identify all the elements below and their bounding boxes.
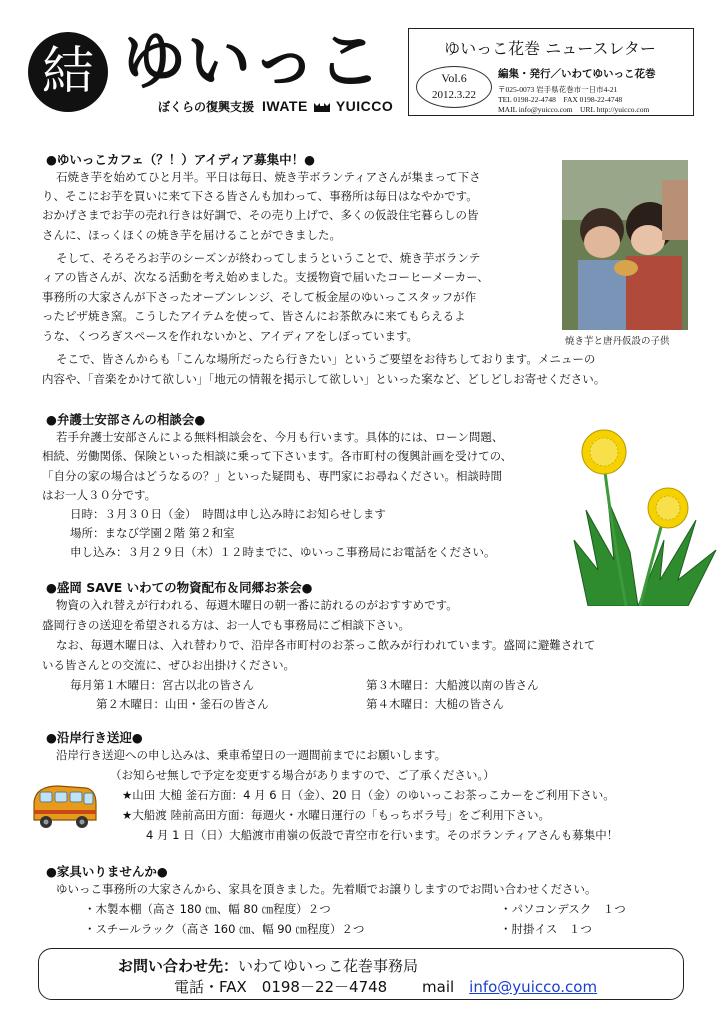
cafe-line: ィアの皆さんが、次なる活動を考え始めました。支援物資で届いたコーヒーメーカー、	[42, 270, 489, 284]
coast-line: 沿岸行き送迎への申し込みは、乗車希望日の一週間前までにお願いします。	[56, 748, 447, 762]
cafe-line: 内容や、「音楽をかけて欲しい」「地元の情報を掲示して欲しい」といった案など、どしどしお寄せください。	[42, 372, 606, 386]
cafe-line: そこで、皆さんからも「こんな場所だったら行きたい」というご要望をお待ちしております。メニューの	[56, 352, 596, 366]
cafe-line: そして、そろそろお芋のシーズンが終わってしまうということで、焼き芋ボランテ	[56, 251, 481, 265]
contact-line-1	[118, 955, 418, 976]
cafe-line: ったピザ焼き窯。こうしたアイテムを使って、皆さんにお茶飲みに来てもらえるよ	[42, 309, 466, 323]
cafe-line: り、そこにお芋を買いに来て下さる皆さんも加わって、事務所は毎日はなやかです。	[42, 189, 478, 203]
lawyer-apply: 申し込み：３月２９日（木）１２時までに、ゆいっこ事務局にお電話をください。	[70, 545, 496, 559]
coast-line: ★山田 大槌 釜石方面：4 月 6 日（金）、20 日（金）のゆいっこお茶っこカーをご利用下さい。	[122, 788, 615, 802]
tagline-text: ぼくらの復興支援	[158, 100, 255, 114]
newsletter-title: ゆいっこ花巻 ニュースレター	[444, 39, 656, 58]
cafe-line: おかげさまでお芋の売れ行きは好調で、その売り上げで、多くの仮設住宅暮らしの皆	[42, 208, 479, 222]
bus-illustration	[28, 778, 100, 834]
lawyer-place: 場所：まなび学園２階 第２和室	[70, 526, 235, 540]
publisher: 編集・発行／いわてゆいっこ花巻	[498, 68, 656, 80]
cafe-line: 石焼き芋を始めてひと月半。平日は毎日、焼き芋ボランティアさんが集まって下さ	[56, 170, 481, 184]
logo-title: ゆいっこ	[122, 25, 382, 99]
morioka-line: 物資の入れ替えが行われる、毎週木曜日の朝一番に訪れるのがおすすめです。	[56, 598, 458, 612]
schedule-item: 第３木曜日：大船渡以南の皆さん	[366, 678, 539, 692]
cat-icon	[312, 100, 332, 112]
furniture-item: ・パソコンデスク １つ	[500, 902, 626, 916]
morioka-line: 盛岡行きの送迎を希望される方は、お一人でも事務局にご相談下さい。	[42, 618, 410, 632]
furniture-item: ・スチールラック（高さ 160 ㎝、幅 90 ㎝程度）２つ	[84, 922, 365, 936]
contact-org: いわてゆいっこ花巻事務局	[238, 957, 419, 975]
morioka-line: なお、毎週木曜日は、入れ替わりで、沿岸各市町村のお茶っこ飲みが行われています。盛岡に避難されて	[56, 638, 596, 652]
schedule-item: 第４木曜日：大槌の皆さん	[366, 697, 504, 711]
furniture-heading: ●家具いりませんか●	[46, 864, 168, 879]
tagline-yuicco: YUICCO	[335, 98, 394, 114]
contact-line-2	[174, 976, 597, 997]
morioka-line: いる皆さんとの交流に、ぜひお出掛けください。	[42, 658, 295, 672]
contact-phone: 電話・FAX 0198－22－4748	[174, 978, 388, 996]
dandelion-illustration	[568, 420, 718, 606]
contact-mail-label: mail	[422, 978, 455, 996]
furniture-item: ・肘掛イス １つ	[500, 922, 592, 936]
volume-number: Vol.6	[441, 71, 467, 85]
cafe-heading: ●ゆいっこカフェ（？！）アイディア募集中！●	[46, 152, 316, 167]
coast-line: 4 月 1 日（日）大船渡市甫嶺の仮設で青空市を行います。そのボランティアさんも募集中！	[146, 828, 619, 842]
cafe-line: 事務所の大家さんが下さったオーブンレンジ、そして板金屋のゆいっこスタッフが作	[42, 290, 477, 304]
issue-date: 2012.3.22	[432, 89, 476, 101]
lawyer-date: 日時：３月３０日（金） 時間は申し込み時にお知らせします	[70, 507, 386, 521]
mail-url: MAIL info@yuicco.com URL http://yuicco.com	[498, 105, 650, 114]
lawyer-line: はお一人３０分です。	[42, 488, 157, 502]
furniture-intro: ゆいっこ事務所の大家さんから、家具を頂きました。先着順でお譲りしますのでお問い合わせください。	[56, 882, 597, 896]
lawyer-line: 若手弁護士安部さんによる無料相談会を、今月も行います。具体的には、ローン問題、	[56, 430, 504, 444]
coast-heading: ●沿岸行き送迎●	[46, 730, 143, 745]
lawyer-line: 相続、労働関係、保険といった相談に乗って下さいます。各市町村の復興計画を受けての、	[42, 449, 513, 463]
coast-line: （お知らせ無しで予定を変更する場合がありますので、ご了承ください。）	[110, 768, 495, 782]
logo-kanji-badge: 結	[28, 32, 108, 112]
cafe-line: うな、くつろぎスペースを作れないかと、アイディアをしぼっています。	[42, 329, 419, 343]
morioka-heading: ●盛岡 SAVE いわての物資配布＆同郷お茶会●	[46, 580, 313, 595]
lawyer-line: 「自分の家の場合はどうなるの？」といった疑問も、専門家にお尋ねください。相談時間	[42, 469, 502, 483]
furniture-item: ・木製本棚（高さ 180 ㎝、幅 80 ㎝程度）２つ	[84, 902, 331, 916]
schedule-item: 第２木曜日：山田・釜石の皆さん	[96, 697, 269, 711]
tel-fax: TEL 0198-22-4748 FAX 0198-22-4748	[498, 95, 623, 104]
photo-caption: 焼き芋と唐丹仮設の子供	[565, 336, 670, 347]
address: 〒025-0073 岩手県花巻市一日市4-21	[498, 85, 618, 94]
children-photo	[562, 160, 688, 330]
lawyer-heading: ●弁護士安部さんの相談会●	[46, 412, 206, 427]
coast-line: ★大船渡 陸前高田方面：毎週火・水曜日運行の「もっちボラ号」をご利用下さい。	[122, 808, 550, 822]
cafe-line: さんに、ほっくほくの焼き芋を届けることができました。	[42, 228, 341, 242]
contact-label: お問い合わせ先：	[118, 957, 239, 975]
schedule-item: 毎月第１木曜日：宮古以北の皆さん	[70, 678, 254, 692]
tagline-iwate: IWATE	[262, 98, 308, 114]
contact-email-link[interactable]: info@yuicco.com	[469, 978, 598, 996]
logo-tagline	[158, 98, 393, 115]
